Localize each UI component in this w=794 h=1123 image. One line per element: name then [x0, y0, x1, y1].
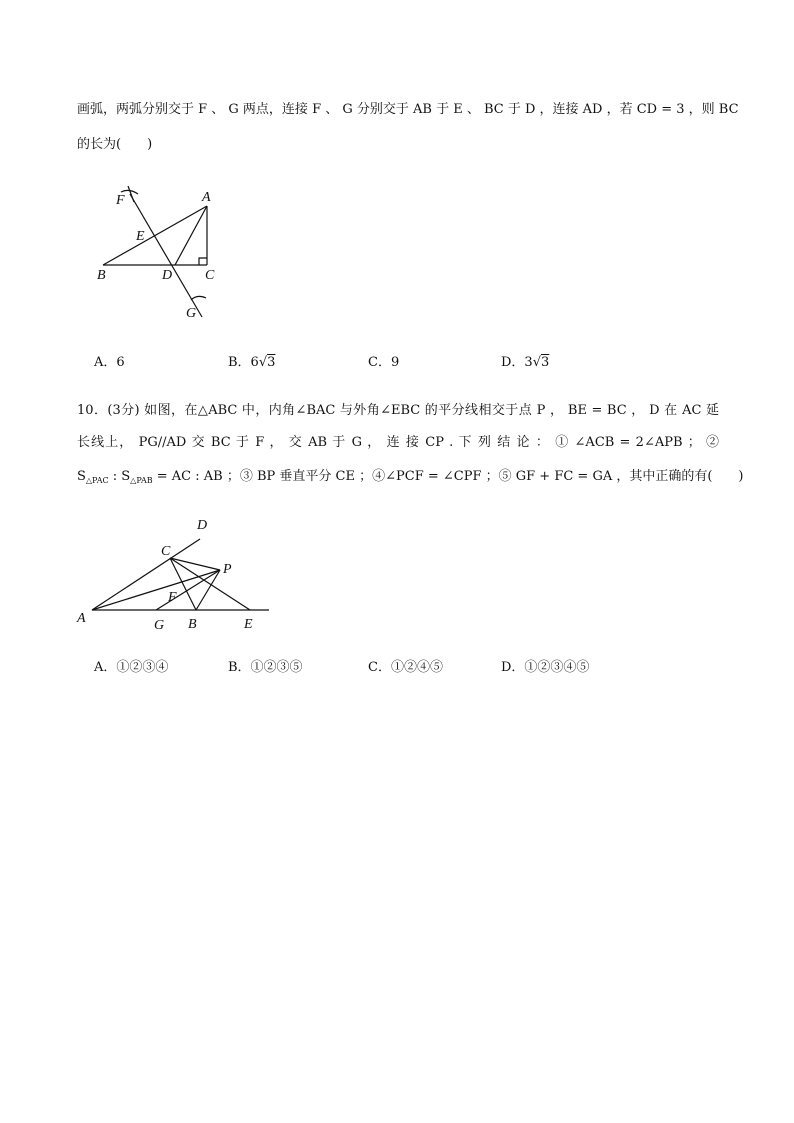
- q9-option-d-radicand: 3: [541, 355, 550, 370]
- q9-label-D: D: [162, 268, 173, 283]
- q9-option-a[interactable]: A．6: [94, 355, 125, 370]
- q9-option-b-sqrt-icon: √: [258, 355, 268, 370]
- q10-label-C: C: [161, 544, 171, 559]
- q9-option-d-prefix: D．3: [501, 355, 533, 370]
- q9-option-b-prefix: B．6: [228, 355, 259, 370]
- q10-label-F: F: [168, 590, 177, 605]
- q9-label-B: B: [97, 268, 106, 283]
- q9-text-line1: 画弧，两弧分别交于 F 、 G 两点，连接 F 、 G 分别交于 AB 于 E 、 BC 于 D ，连接 AD ，若 CD = 3 ，则 BC: [77, 102, 739, 117]
- q10-line3-rest: = AC : AB ；③ BP 垂直平分 CE ；④∠PCF = ∠CPF ；⑤ GF + FC = GA ，其中正确的有( ): [152, 469, 744, 484]
- q10-figure: [74, 512, 274, 634]
- q9-option-b[interactable]: [228, 354, 275, 372]
- q10-text-line2: 长线上， PG//AD 交 BC 于 F ， 交 AB 于 G ， 连 接 CP . 下 列 结 论 ： ① ∠ACB = 2∠APB ； ②: [77, 435, 719, 450]
- q10-label-A: A: [77, 611, 86, 626]
- q9-text-line2: 的长为( ): [77, 137, 153, 152]
- q10-area-s1: S: [77, 469, 86, 484]
- q10-area-sub2: △PAB: [130, 476, 153, 485]
- q10-text-line1: 10．(3分) 如图，在△ABC 中，内角∠BAC 与外角∠EBC 的平分线相交于点 P ， BE = BC ， D 在 AC 延: [77, 403, 719, 418]
- q10-text-line3: [77, 468, 744, 490]
- q9-label-E: E: [136, 229, 145, 244]
- q9-label-G: G: [186, 306, 197, 321]
- q10-area-sub1: △PAC: [85, 476, 109, 485]
- q9-label-A: A: [202, 190, 211, 205]
- q10-label-G: G: [154, 618, 165, 633]
- q9-option-c[interactable]: C．9: [368, 355, 400, 370]
- q9-option-b-radicand: 3: [267, 355, 276, 370]
- q9-label-F: F: [116, 193, 125, 208]
- q10-label-E: E: [244, 617, 253, 632]
- q10-option-c[interactable]: C．①②④⑤: [368, 660, 443, 675]
- q10-option-a[interactable]: A．①②③④: [94, 660, 169, 675]
- q9-option-d-sqrt-icon: √: [532, 355, 541, 370]
- q9-label-C: C: [205, 268, 215, 283]
- q9-figure: [90, 182, 225, 324]
- q10-label-B: B: [188, 617, 197, 632]
- q10-option-b[interactable]: B．①②③⑤: [228, 660, 303, 675]
- q9-option-d[interactable]: [501, 354, 549, 372]
- q10-option-d[interactable]: D．①②③④⑤: [501, 660, 590, 675]
- q10-area-mid: : S: [108, 469, 131, 484]
- q10-label-D: D: [197, 518, 208, 533]
- q10-label-P: P: [223, 562, 232, 577]
